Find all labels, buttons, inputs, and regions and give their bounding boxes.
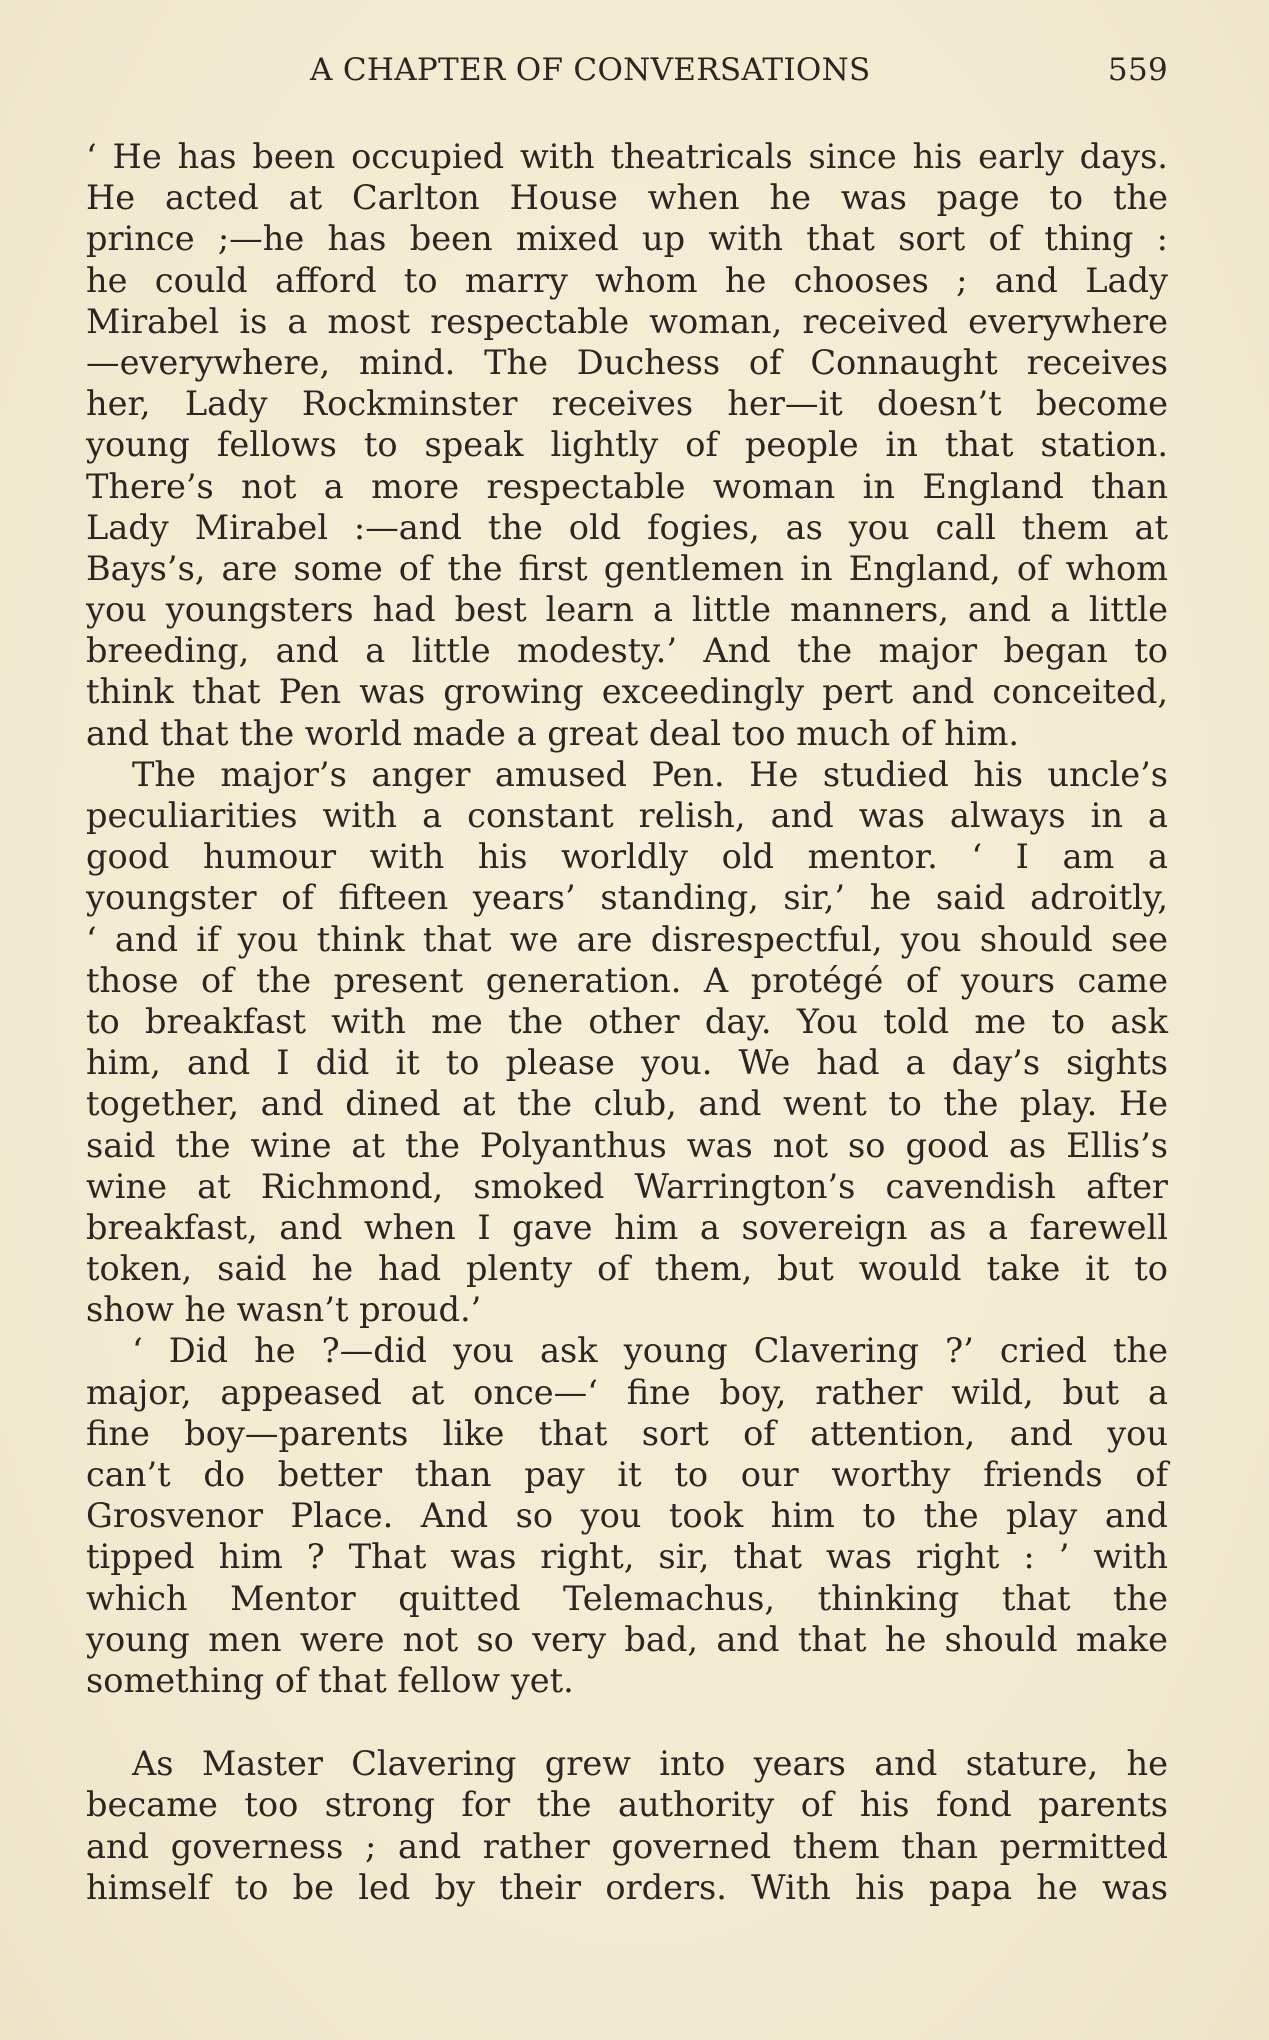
text-line: he could afford to marry whom he chooses ; and Lady xyxy=(86,260,1168,300)
text-line: those of the present generation. A protégé of yours came xyxy=(86,960,1168,1000)
running-head xyxy=(86,52,1168,102)
text-line: him, and I did it to please you. We had a day’s sights xyxy=(86,1043,1168,1083)
text-line: breakfast, and when I gave him a sovereign as a farewell xyxy=(86,1207,1168,1247)
text-line: good humour with his worldly old mentor. ‘ I am a xyxy=(86,837,1168,877)
text-line: Bays’s, are some of the first gentlemen in England, of whom xyxy=(86,548,1168,588)
text-line: As Master Clavering grew into years and stature, he xyxy=(132,1744,1168,1784)
text-line: ‘ and if you think that we are disrespectful, you should see xyxy=(86,919,1168,959)
text-line: He acted at Carlton House when he was page to the xyxy=(86,178,1168,218)
text-line: together, and dined at the club, and went to the play. He xyxy=(86,1084,1168,1124)
text-line: to breakfast with me the other day. You told me to ask xyxy=(86,1001,1168,1041)
text-line: can’t do better than pay it to our worthy friends of xyxy=(86,1455,1168,1494)
text-line: prince ;—he has been mixed up with that sort of thing : xyxy=(86,219,1168,259)
text-line: her, Lady Rockminster receives her—it doesn’t become xyxy=(86,384,1168,424)
text-line: show he wasn’t proud.’ xyxy=(86,1290,482,1330)
chapter-title: A CHAPTER OF CONVERSATIONS xyxy=(310,52,871,88)
text-line: fine boy—parents like that sort of attention, and you xyxy=(86,1413,1168,1453)
text-line: The major’s anger amused Pen. He studied his uncle’s xyxy=(132,754,1168,794)
text-line: himself to be led by their orders. With his papa he was xyxy=(86,1867,1168,1907)
section-break xyxy=(86,1701,1168,1743)
text-line: youngster of fifteen years’ standing, sir,’ he said adroitly, xyxy=(86,878,1168,918)
text-line: and that the world made a great deal too much of him. xyxy=(86,713,1020,753)
text-line: ‘ He has been occupied with theatricals since his early days. xyxy=(86,137,1168,176)
text-line: token, said he had plenty of them, but would take it to xyxy=(86,1249,1168,1289)
text-line: became too strong for the authority of his fond parents xyxy=(86,1785,1168,1825)
text-line: There’s not a more respectable woman in England than xyxy=(86,466,1168,506)
text-line: wine at Richmond, smoked Warrington’s cavendish after xyxy=(86,1166,1168,1206)
text-line: and governess ; and rather governed them than permitted xyxy=(86,1826,1168,1866)
text-line: said the wine at the Polyanthus was not so good as Ellis’s xyxy=(86,1125,1168,1165)
text-line: —everywhere, mind. The Duchess of Connaught receives xyxy=(86,342,1168,382)
text-line: young men were not so very bad, and that he should make xyxy=(86,1619,1168,1659)
body-text xyxy=(86,136,1168,1908)
text-line: Grosvenor Place. And so you took him to the play and xyxy=(86,1496,1168,1536)
text-line: major, appeased at once—‘ fine boy, rather wild, but a xyxy=(86,1372,1168,1412)
text-line: ‘ Did he ?—did you ask young Clavering ?’ cried the xyxy=(132,1331,1168,1371)
text-line: Lady Mirabel :—and the old fogies, as you call them at xyxy=(86,507,1168,547)
text-line: something of that fellow yet. xyxy=(86,1660,574,1700)
text-line: breeding, and a little modesty.’ And the major began to xyxy=(86,631,1168,671)
text-line: you youngsters had best learn a little manners, and a little xyxy=(86,590,1168,630)
text-line: think that Pen was growing exceedingly pert and conceited, xyxy=(86,672,1168,712)
text-line: tipped him ? That was right, sir, that was right : ’ with xyxy=(86,1537,1168,1577)
text-line: peculiarities with a constant relish, and was always in a xyxy=(86,796,1168,835)
text-line: Mirabel is a most respectable woman, received everywhere xyxy=(86,301,1168,341)
page-number: 559 xyxy=(1107,52,1168,88)
text-line: which Mentor quitted Telemachus, thinking that the xyxy=(86,1578,1168,1618)
text-line: young fellows to speak lightly of people in that station. xyxy=(86,425,1168,465)
